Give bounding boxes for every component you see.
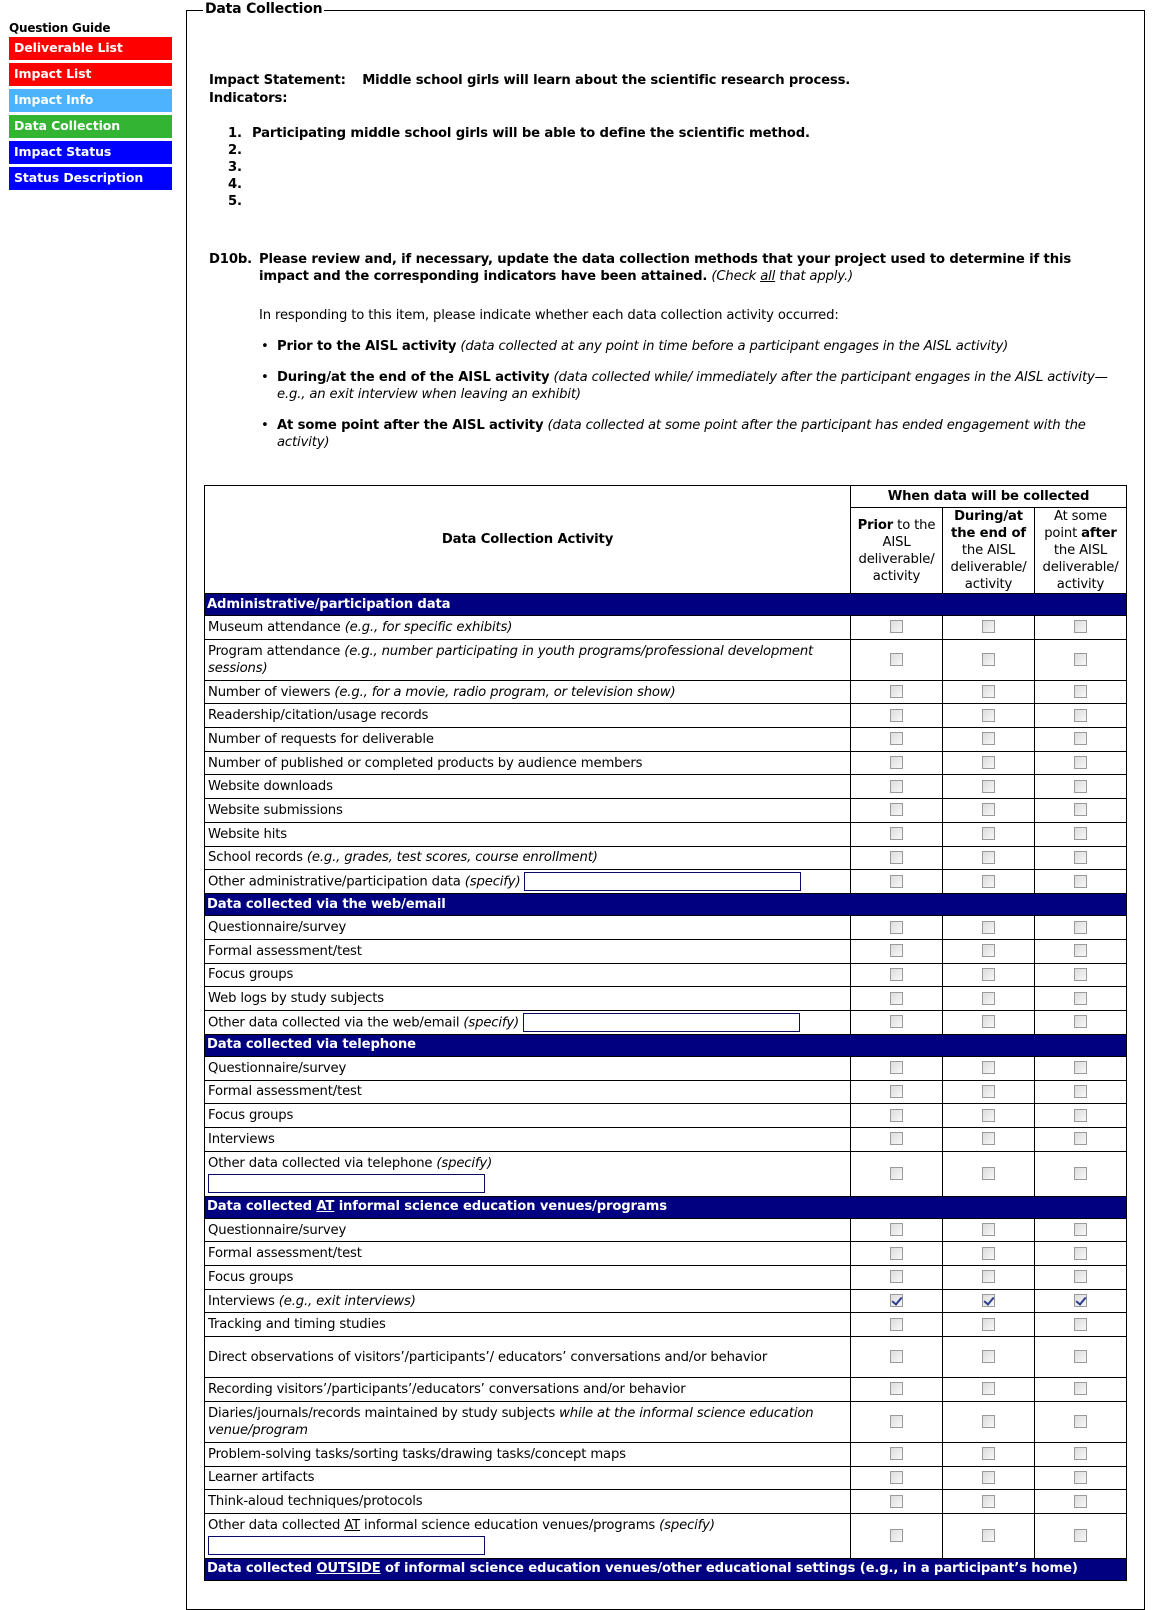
prior-checkbox[interactable] bbox=[890, 756, 903, 769]
prior-checkbox[interactable] bbox=[890, 1294, 903, 1307]
activity-label: Interviews bbox=[205, 1128, 851, 1152]
bullet-icon: • bbox=[261, 339, 269, 354]
section-header bbox=[205, 594, 1127, 616]
prior-checkbox[interactable] bbox=[890, 1061, 903, 1074]
after-checkbox[interactable] bbox=[1074, 1132, 1087, 1145]
col-header-during: During/at the end of the AISL deliverable/ activity bbox=[943, 508, 1035, 594]
table-row bbox=[205, 916, 1127, 940]
nav-data-collection[interactable]: Data Collection bbox=[9, 115, 172, 138]
col-header-after: At some point after the AISL deliverable/ activity bbox=[1035, 508, 1127, 594]
after-checkbox[interactable] bbox=[1074, 992, 1087, 1005]
nav-impact-list[interactable]: Impact List bbox=[9, 63, 172, 86]
section-header bbox=[205, 894, 1127, 916]
during-checkbox[interactable] bbox=[982, 1318, 995, 1331]
during-checkbox[interactable] bbox=[982, 1294, 995, 1307]
activity-label: Think-aloud techniques/protocols bbox=[205, 1490, 851, 1514]
col-header-prior: Prior to the AISL deliverable/ activity bbox=[851, 508, 943, 594]
during-checkbox[interactable] bbox=[982, 1167, 995, 1180]
during-checkbox[interactable] bbox=[982, 685, 995, 698]
prior-checkbox[interactable] bbox=[890, 803, 903, 816]
section-header bbox=[205, 1034, 1127, 1056]
indicator-item: 5. bbox=[228, 194, 242, 209]
after-checkbox[interactable] bbox=[1074, 685, 1087, 698]
table-row bbox=[205, 1401, 1127, 1442]
table-row bbox=[205, 799, 1127, 823]
during-checkbox[interactable] bbox=[982, 732, 995, 745]
table-row bbox=[205, 1442, 1127, 1466]
prior-checkbox[interactable] bbox=[890, 921, 903, 934]
after-checkbox[interactable] bbox=[1074, 780, 1087, 793]
activity-label: Diaries/journals/records maintained by study subjects while at the informal science education venue/program bbox=[205, 1401, 851, 1442]
during-checkbox[interactable] bbox=[982, 992, 995, 1005]
section-title: Data collected OUTSIDE of informal science education venues/other educational settings (e.g., in a participant’s home) bbox=[205, 1558, 1127, 1580]
activity-label: Focus groups bbox=[205, 963, 851, 987]
timing-definitions bbox=[259, 338, 1119, 451]
table-row bbox=[205, 1010, 1127, 1034]
prior-checkbox[interactable] bbox=[890, 1223, 903, 1236]
after-checkbox[interactable] bbox=[1074, 1270, 1087, 1283]
after-checkbox[interactable] bbox=[1074, 827, 1087, 840]
after-checkbox[interactable] bbox=[1074, 851, 1087, 864]
after-checkbox[interactable] bbox=[1074, 620, 1087, 633]
prior-checkbox[interactable] bbox=[890, 875, 903, 888]
prior-checkbox[interactable] bbox=[890, 851, 903, 864]
question-text: Please review and, if necessary, update the data collection methods that your project used to determine if this impact and the corresponding indicators have been attained. (Check all that apply.) bbox=[259, 252, 1072, 284]
after-checkbox[interactable] bbox=[1074, 709, 1087, 722]
prior-checkbox[interactable] bbox=[890, 1167, 903, 1180]
during-checkbox[interactable] bbox=[982, 1270, 995, 1283]
during-checkbox[interactable] bbox=[982, 944, 995, 957]
during-checkbox[interactable] bbox=[982, 803, 995, 816]
prior-checkbox[interactable] bbox=[890, 1318, 903, 1331]
activity-label: Other data collected AT informal science education venues/programs (specify) bbox=[205, 1513, 851, 1558]
during-checkbox[interactable] bbox=[982, 756, 995, 769]
specify-input[interactable] bbox=[208, 1536, 485, 1555]
prior-checkbox[interactable] bbox=[890, 653, 903, 666]
activity-label: Questionnaire/survey bbox=[205, 916, 851, 940]
table-row bbox=[205, 987, 1127, 1011]
after-checkbox[interactable] bbox=[1074, 803, 1087, 816]
activity-label: Tracking and timing studies bbox=[205, 1313, 851, 1337]
table-row bbox=[205, 1056, 1127, 1080]
table-row bbox=[205, 1266, 1127, 1290]
prior-checkbox[interactable] bbox=[890, 1415, 903, 1428]
activity-label: Number of requests for deliverable bbox=[205, 728, 851, 752]
table-row bbox=[205, 1218, 1127, 1242]
prior-checkbox[interactable] bbox=[890, 1495, 903, 1508]
during-checkbox[interactable] bbox=[982, 968, 995, 981]
section-title: Administrative/participation data bbox=[205, 594, 1127, 616]
bullet-during: • During/at the end of the AISL activity (data collected while/ immediately after the participant engages in the AISL activity—e.g., an exit interview when leaving an exhibit) bbox=[261, 370, 1108, 402]
table-row bbox=[205, 1337, 1127, 1378]
nav-impact-status[interactable]: Impact Status bbox=[9, 141, 172, 164]
during-checkbox[interactable] bbox=[982, 653, 995, 666]
during-checkbox[interactable] bbox=[982, 1471, 995, 1484]
after-checkbox[interactable] bbox=[1074, 1471, 1087, 1484]
during-checkbox[interactable] bbox=[982, 1415, 995, 1428]
specify-input[interactable] bbox=[524, 872, 801, 891]
impact-statement-label: Impact Statement: bbox=[209, 73, 346, 88]
after-checkbox[interactable] bbox=[1074, 1447, 1087, 1460]
activity-label: Learner artifacts bbox=[205, 1466, 851, 1490]
bullet-prior: • Prior to the AISL activity (data collected at any point in time before a participant engages in the AISL activity) bbox=[261, 339, 1009, 354]
during-checkbox[interactable] bbox=[982, 1132, 995, 1145]
question-number: D10b. bbox=[209, 252, 252, 267]
after-checkbox[interactable] bbox=[1074, 1085, 1087, 1098]
table-row bbox=[205, 939, 1127, 963]
activity-label: Recording visitors’/participants’/educators’ conversations and/or behavior bbox=[205, 1378, 851, 1402]
after-checkbox[interactable] bbox=[1074, 1247, 1087, 1260]
question-intro: In responding to this item, please indicate whether each data collection activity occurred: bbox=[259, 308, 839, 323]
table-row bbox=[205, 704, 1127, 728]
col-header-activity: Data Collection Activity bbox=[205, 486, 851, 594]
prior-checkbox[interactable] bbox=[890, 827, 903, 840]
after-checkbox[interactable] bbox=[1074, 968, 1087, 981]
table-row bbox=[205, 1104, 1127, 1128]
during-checkbox[interactable] bbox=[982, 1085, 995, 1098]
table-row bbox=[205, 1313, 1127, 1337]
col-header-when: When data will be collected bbox=[851, 486, 1127, 508]
after-checkbox[interactable] bbox=[1074, 756, 1087, 769]
activity-label: Website hits bbox=[205, 822, 851, 846]
after-checkbox[interactable] bbox=[1074, 1382, 1087, 1395]
table-row bbox=[205, 1378, 1127, 1402]
activity-label: Focus groups bbox=[205, 1266, 851, 1290]
table-row bbox=[205, 616, 1127, 640]
nav-impact-info[interactable]: Impact Info bbox=[9, 89, 172, 112]
activity-label: Questionnaire/survey bbox=[205, 1218, 851, 1242]
question-guide-title: Question Guide bbox=[9, 21, 111, 35]
activity-label: Other data collected via the web/email (specify) bbox=[205, 1010, 851, 1034]
during-checkbox[interactable] bbox=[982, 875, 995, 888]
table-row bbox=[205, 870, 1127, 894]
during-checkbox[interactable] bbox=[982, 1529, 995, 1542]
table-row bbox=[205, 1128, 1127, 1152]
prior-checkbox[interactable] bbox=[890, 1529, 903, 1542]
prior-checkbox[interactable] bbox=[890, 992, 903, 1005]
table-row bbox=[205, 846, 1127, 870]
during-checkbox[interactable] bbox=[982, 1350, 995, 1363]
prior-checkbox[interactable] bbox=[890, 1350, 903, 1363]
activity-label: Website downloads bbox=[205, 775, 851, 799]
during-checkbox[interactable] bbox=[982, 1382, 995, 1395]
table-row bbox=[205, 1080, 1127, 1104]
prior-checkbox[interactable] bbox=[890, 780, 903, 793]
during-checkbox[interactable] bbox=[982, 1447, 995, 1460]
indicator-item: 1. Participating middle school girls will be able to define the scientific method. bbox=[228, 126, 810, 141]
table-row bbox=[205, 775, 1127, 799]
prior-checkbox[interactable] bbox=[890, 620, 903, 633]
during-checkbox[interactable] bbox=[982, 827, 995, 840]
activity-label: Web logs by study subjects bbox=[205, 987, 851, 1011]
indicator-item: 2. bbox=[228, 143, 242, 158]
prior-checkbox[interactable] bbox=[890, 1015, 903, 1028]
activity-label: Questionnaire/survey bbox=[205, 1056, 851, 1080]
after-checkbox[interactable] bbox=[1074, 1223, 1087, 1236]
prior-checkbox[interactable] bbox=[890, 1109, 903, 1122]
during-checkbox[interactable] bbox=[982, 851, 995, 864]
prior-checkbox[interactable] bbox=[890, 732, 903, 745]
table-row bbox=[205, 963, 1127, 987]
after-checkbox[interactable] bbox=[1074, 1109, 1087, 1122]
activity-label: Museum attendance (e.g., for specific exhibits) bbox=[205, 616, 851, 640]
after-checkbox[interactable] bbox=[1074, 1061, 1087, 1074]
nav-status-description[interactable]: Status Description bbox=[9, 167, 172, 190]
during-checkbox[interactable] bbox=[982, 620, 995, 633]
table-row bbox=[205, 1466, 1127, 1490]
during-checkbox[interactable] bbox=[982, 780, 995, 793]
table-row bbox=[205, 728, 1127, 752]
prior-checkbox[interactable] bbox=[890, 1247, 903, 1260]
table-row bbox=[205, 639, 1127, 680]
table-row bbox=[205, 680, 1127, 704]
prior-checkbox[interactable] bbox=[890, 1085, 903, 1098]
table-row bbox=[205, 1490, 1127, 1514]
activity-label: Direct observations of visitors’/participants’/ educators’ conversations and/or behavior bbox=[205, 1337, 851, 1378]
activity-label: Number of viewers (e.g., for a movie, radio program, or television show) bbox=[205, 680, 851, 704]
indicators-list bbox=[228, 125, 810, 210]
nav-deliverable-list[interactable]: Deliverable List bbox=[9, 37, 172, 60]
prior-checkbox[interactable] bbox=[890, 685, 903, 698]
after-checkbox[interactable] bbox=[1074, 875, 1087, 888]
section-header bbox=[205, 1558, 1127, 1580]
during-checkbox[interactable] bbox=[982, 1061, 995, 1074]
specify-input[interactable] bbox=[208, 1174, 485, 1193]
question-guide-sidebar bbox=[9, 21, 172, 193]
table-row bbox=[205, 1513, 1127, 1558]
section-title: Data collected via the web/email bbox=[205, 894, 1127, 916]
activity-label: Problem-solving tasks/sorting tasks/drawing tasks/concept maps bbox=[205, 1442, 851, 1466]
prior-checkbox[interactable] bbox=[890, 944, 903, 957]
after-checkbox[interactable] bbox=[1074, 944, 1087, 957]
after-checkbox[interactable] bbox=[1074, 1529, 1087, 1542]
after-checkbox[interactable] bbox=[1074, 921, 1087, 934]
after-checkbox[interactable] bbox=[1074, 1495, 1087, 1508]
prior-checkbox[interactable] bbox=[890, 1270, 903, 1283]
activity-label: Program attendance (e.g., number participating in youth programs/professional development sessions) bbox=[205, 639, 851, 680]
after-checkbox[interactable] bbox=[1074, 653, 1087, 666]
bullet-icon: • bbox=[261, 370, 269, 385]
indicator-item: 4. bbox=[228, 177, 242, 192]
question-d10b bbox=[209, 251, 1119, 465]
activity-label: Formal assessment/test bbox=[205, 1242, 851, 1266]
prior-checkbox[interactable] bbox=[890, 1447, 903, 1460]
fieldset-legend: Data Collection bbox=[205, 1, 323, 17]
indicator-item: 3. bbox=[228, 160, 242, 175]
activity-label: Interviews (e.g., exit interviews) bbox=[205, 1289, 851, 1313]
impact-statement-block bbox=[209, 72, 850, 108]
activity-label: School records (e.g., grades, test scores, course enrollment) bbox=[205, 846, 851, 870]
table-row bbox=[205, 1151, 1127, 1196]
prior-checkbox[interactable] bbox=[890, 1132, 903, 1145]
activity-label: Readership/citation/usage records bbox=[205, 704, 851, 728]
table-row bbox=[205, 751, 1127, 775]
during-checkbox[interactable] bbox=[982, 1015, 995, 1028]
prior-checkbox[interactable] bbox=[890, 1382, 903, 1395]
after-checkbox[interactable] bbox=[1074, 1015, 1087, 1028]
during-checkbox[interactable] bbox=[982, 1495, 995, 1508]
during-checkbox[interactable] bbox=[982, 709, 995, 722]
impact-statement-text: Middle school girls will learn about the scientific research process. bbox=[362, 73, 851, 88]
prior-checkbox[interactable] bbox=[890, 709, 903, 722]
section-title: Data collected AT informal science education venues/programs bbox=[205, 1196, 1127, 1218]
indicators-label: Indicators: bbox=[209, 91, 288, 106]
section-header bbox=[205, 1196, 1127, 1218]
specify-input[interactable] bbox=[523, 1013, 800, 1032]
after-checkbox[interactable] bbox=[1074, 1318, 1087, 1331]
section-title: Data collected via telephone bbox=[205, 1034, 1127, 1056]
after-checkbox[interactable] bbox=[1074, 1350, 1087, 1363]
after-checkbox[interactable] bbox=[1074, 1167, 1087, 1180]
after-checkbox[interactable] bbox=[1074, 1415, 1087, 1428]
during-checkbox[interactable] bbox=[982, 1109, 995, 1122]
table-row bbox=[205, 1289, 1127, 1313]
table-row bbox=[205, 1242, 1127, 1266]
bullet-icon: • bbox=[261, 418, 269, 433]
activity-label: Focus groups bbox=[205, 1104, 851, 1128]
activity-label: Number of published or completed products by audience members bbox=[205, 751, 851, 775]
activity-label: Website submissions bbox=[205, 799, 851, 823]
prior-checkbox[interactable] bbox=[890, 968, 903, 981]
during-checkbox[interactable] bbox=[982, 1247, 995, 1260]
activity-label: Formal assessment/test bbox=[205, 1080, 851, 1104]
activity-label: Formal assessment/test bbox=[205, 939, 851, 963]
after-checkbox[interactable] bbox=[1074, 1294, 1087, 1307]
prior-checkbox[interactable] bbox=[890, 1471, 903, 1484]
table-row bbox=[205, 822, 1127, 846]
activity-label: Other data collected via telephone (specify) bbox=[205, 1151, 851, 1196]
data-collection-table bbox=[204, 485, 1127, 1581]
during-checkbox[interactable] bbox=[982, 1223, 995, 1236]
activity-label: Other administrative/participation data (specify) bbox=[205, 870, 851, 894]
after-checkbox[interactable] bbox=[1074, 732, 1087, 745]
bullet-after: • At some point after the AISL activity (data collected at some point after the participant has ended engagement with the activity) bbox=[261, 418, 1086, 450]
during-checkbox[interactable] bbox=[982, 921, 995, 934]
